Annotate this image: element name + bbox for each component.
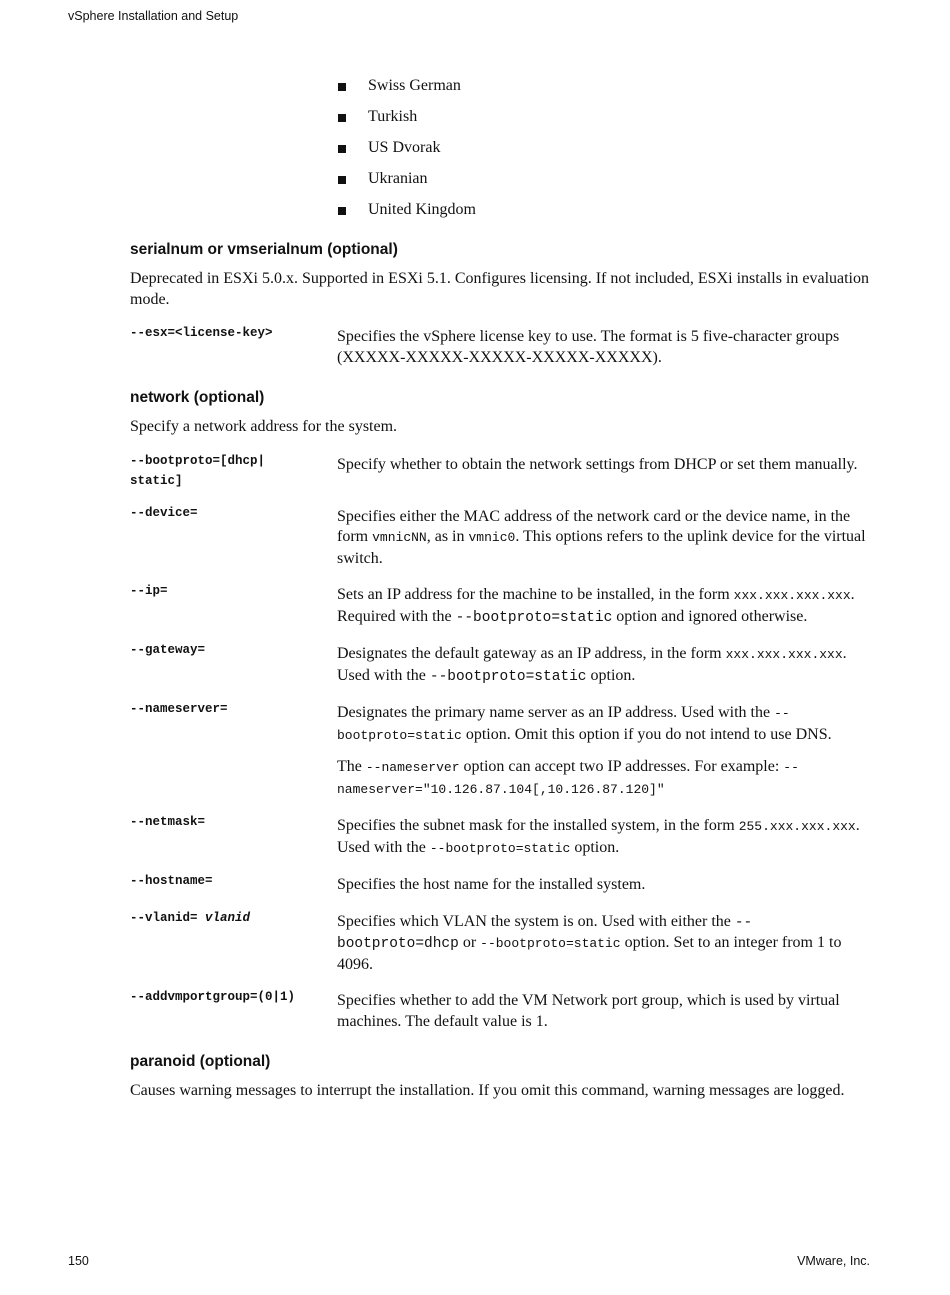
option-description (337, 699, 870, 800)
keyboard-layout-list (337, 76, 870, 220)
list-item: US Dvorak (337, 138, 870, 158)
list-item: Turkish (337, 107, 870, 127)
option-name-text: --vlanid= (130, 910, 206, 925)
desc-text: Specifies the subnet mask for the installed system, in the form (337, 817, 739, 834)
option-name: --device= (130, 505, 198, 520)
option-description: Specify whether to obtain the network settings from DHCP or set them manually. (337, 455, 858, 473)
inline-code: vmnicNN (372, 530, 427, 545)
desc-text: or (458, 934, 481, 951)
option-name-param: vlanid (205, 910, 251, 925)
option-name (130, 908, 337, 976)
page-content (130, 76, 870, 1115)
option-row-device (130, 503, 870, 570)
inline-code: --bootproto=static (429, 668, 587, 685)
desc-text: option. (586, 666, 636, 684)
desc-text: . Used with the (337, 817, 860, 856)
section-serialnum (130, 240, 870, 368)
desc-text: Designates the primary name server as an IP address. Used with the (337, 704, 775, 721)
option-name: --esx=<license-key> (130, 326, 273, 340)
inline-code: xxx.xxx.xxx.xxx (733, 588, 851, 603)
option-name: --hostname= (130, 874, 213, 888)
footer-company: VMware, Inc. (797, 1254, 870, 1268)
inline-code: xxx.xxx.xxx.xxx (725, 647, 843, 662)
option-name: --bootproto=[dhcp| static] (130, 453, 266, 488)
list-item: Swiss German (337, 76, 870, 96)
desc-text: . This options refers to the uplink device for the virtual switch. (337, 528, 866, 567)
inline-code: 255.xxx.xxx.xxx (738, 819, 856, 834)
option-description (337, 581, 870, 628)
option-row-nameserver (130, 699, 870, 800)
running-header: vSphere Installation and Setup (68, 9, 239, 23)
desc-text: . Required with the (337, 586, 855, 625)
desc-text: option and ignored otherwise. (612, 607, 808, 625)
desc-text: Specifies either the MAC address of the network card or the device name, in the form (337, 507, 851, 545)
desc-paragraph (337, 757, 870, 800)
list-item: United Kingdom (337, 200, 870, 220)
option-row-netmask (130, 812, 870, 859)
section-heading: paranoid (optional) (130, 1053, 271, 1070)
option-name: --nameserver= (130, 702, 228, 716)
option-description: Specifies whether to add the VM Network port group, which is used by virtual machines. The default value is 1. (337, 992, 840, 1030)
desc-text: option. (570, 838, 620, 856)
inline-code: --bootproto=static (480, 936, 621, 951)
option-row-esx (130, 323, 870, 368)
option-description: Specifies the host name for the installed system. (337, 876, 646, 893)
section-network (130, 388, 870, 1032)
option-description (337, 812, 870, 859)
option-description (337, 503, 870, 570)
option-description (337, 640, 870, 687)
option-name: --ip= (130, 584, 168, 598)
section-heading: network (optional) (130, 389, 265, 406)
inline-code: --bootproto=static (337, 706, 790, 743)
section-heading: serialnum or vmserialnum (optional) (130, 241, 398, 258)
option-row-vlanid (130, 908, 870, 976)
option-name: --netmask= (130, 815, 206, 829)
desc-text: option. Set to an integer from 1 to 4096. (337, 934, 842, 973)
list-item: Ukranian (337, 169, 870, 189)
option-row-bootproto (130, 451, 870, 491)
section-description: Causes warning messages to interrupt the installation. If you omit this command, warning messages are logged. (130, 1082, 845, 1099)
option-description: Specifies the vSphere license key to use. The format is 5 five-character groups (XXXXX-XXXXX-XXXXX-XXXXX-XXXXX). (337, 328, 840, 366)
inline-code: --bootproto=static (455, 609, 613, 626)
inline-code: --bootproto=dhcp (337, 914, 753, 952)
desc-text: The (337, 758, 366, 775)
option-name: --gateway= (130, 643, 206, 657)
section-paranoid (130, 1052, 870, 1102)
option-row-hostname (130, 871, 870, 896)
desc-text: Sets an IP address for the machine to be installed, in the form (337, 586, 734, 603)
option-description (337, 908, 870, 976)
inline-code: vmnic0 (468, 530, 516, 545)
section-description: Specify a network address for the system. (130, 418, 398, 435)
option-row-ip (130, 581, 870, 628)
inline-code: --nameserver="10.126.87.104[,10.126.87.120]" (337, 760, 799, 797)
inline-code: --nameserver (365, 760, 460, 775)
desc-text: option. Omit this option if you do not intend to use DNS. (461, 725, 832, 743)
option-row-gateway (130, 640, 870, 687)
option-name: --addvmportgroup=(0|1) (130, 990, 296, 1004)
desc-text: Designates the default gateway as an IP address, in the form (337, 645, 726, 662)
section-description: Deprecated in ESXi 5.0.x. Supported in ESXi 5.1. Configures licensing. If not included, ESXi installs in evaluation mode. (130, 270, 869, 308)
option-row-addvmportgroup (130, 987, 870, 1032)
desc-paragraph (337, 703, 870, 746)
desc-text: . Used with the (337, 645, 847, 684)
page-number: 150 (68, 1254, 89, 1268)
inline-code: --bootproto=static (429, 840, 571, 856)
desc-text: , as in (426, 528, 469, 545)
desc-text: option can accept two IP addresses. For example: (459, 758, 784, 775)
desc-text: Specifies which VLAN the system is on. Used with either the (337, 912, 735, 930)
